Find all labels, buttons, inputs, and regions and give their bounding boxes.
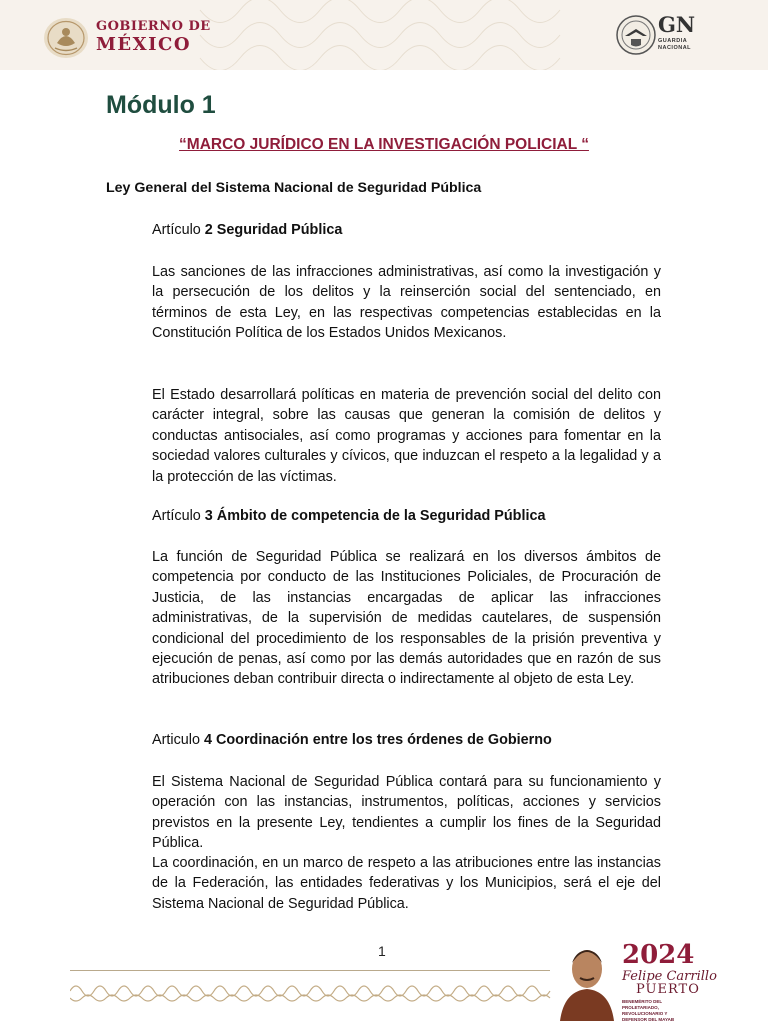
article-prefix: Artículo [152,222,205,238]
article-prefix: Artículo [152,508,205,524]
year-2024: 2024 [622,940,695,970]
article-title: 2 Seguridad Pública [204,222,343,238]
felipe-carrillo-puerto-2024-logo [622,942,717,1022]
gobierno-line2: MÉXICO [96,34,192,55]
article-2-heading [152,222,342,238]
footer-decorative-pattern [70,978,560,1004]
footer-divider [70,970,550,971]
article-title: 3 Ámbito de competencia de la Seguridad Pública [204,508,546,524]
module-title: Módulo 1 [106,91,216,119]
article-4-paragraph-2: La coordinación, en un marco de respeto a las atribuciones entre las instancias de la Federación, las entidades federativas y los Municipios, será el eje del Sistema Nacional de Seguridad Pública. [152,855,661,912]
article-2-paragraph-1: Las sanciones de las infracciones administrativas, así como la investigación y la persecución de los delitos y la reinserción social del sentenciado, en términos de esta Ley, en las respectivas competencias establecidas en la Constitución Política de los Estados Unidos Mexicanos. [152,264,661,342]
article-title: 4 Coordinación entre los tres órdenes de Gobierno [203,732,552,748]
fcp-name: Felipe Carrillo [622,969,717,984]
document-subtitle: “MARCO JURÍDICO EN LA INVESTIGACIÓN POLICIAL “ [179,136,589,153]
law-title: Ley General del Sistema Nacional de Seguridad Pública [106,180,482,196]
gn-subtitle: GUARDIA NACIONAL [658,38,692,52]
article-3-paragraph-1: La función de Seguridad Pública se realizará en los diversos ámbitos de competencia por conducto de las Instituciones Policiales, de Procuración de Justicia, de las instancias encargadas de aplicar las infracciones administrativas, de la supervisión de medidas cautelares, de suspensión condicional del procedimiento de los responsables de la prisión preventiva y ejecución de penas, así como por las demás autoridades que en razón de sus atribuciones deban contribuir directa o indirectamente al objeto de esta Ley. [152,549,661,688]
article-4-heading [152,732,552,748]
article-3-heading [152,508,545,524]
guardia-nacional-emblem-icon [616,15,656,55]
page-number: 1 [378,943,386,959]
article-4-paragraph-1: El Sistema Nacional de Seguridad Pública contará para su funcionamiento y operación con las instancias, instrumentos, políticas, acciones y servicios previstos en la presente Ley, tendientes a cumplir los fines de la Seguridad Pública. [152,774,661,852]
gobierno-mexico-logo [96,20,211,54]
article-prefix: Articulo [152,732,204,748]
page-header [0,0,768,70]
gobierno-line1: GOBIERNO DE [96,19,211,34]
fcp-surname: PUERTO [636,982,700,997]
guardia-nacional-logo [658,14,698,52]
mexico-coat-of-arms-icon [43,17,89,59]
felipe-carrillo-puerto-portrait-icon [552,935,622,1021]
gn-abbreviation: GN [658,12,696,37]
fcp-tagline: BENEMÉRITO DEL PROLETARIADO, REVOLUCIONARIO Y DEFENSOR DEL MAYAB [622,999,675,1022]
article-2-paragraph-2: El Estado desarrollará políticas en materia de prevención social del delito con carácter integral, sobre las causas que generan la comisión de delitos y conductas antisociales, así como programas y acciones para fomentar en la sociedad valores culturales y cívicos, que induzcan el respeto a la legalidad y a la protección de las víctimas. [152,387,661,485]
